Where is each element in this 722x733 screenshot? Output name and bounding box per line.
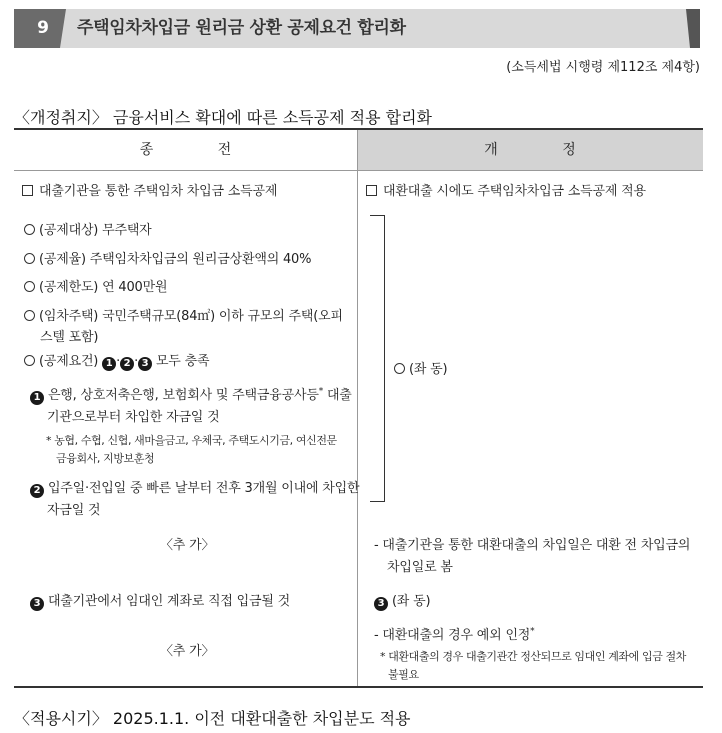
current-item-target: (공제대상) 무주택자 [24,219,152,238]
table-header-current [14,130,357,171]
circle-bullet-icon [24,355,35,366]
circle-bullet-icon [24,310,35,321]
number-3-icon: 3 [374,597,388,611]
column-divider [357,130,358,686]
revised-new-rule-2: - 대환대출의 경우 예외 인정* [374,626,535,643]
number-1-icon: 1 [30,391,44,405]
section-number: 9 [37,18,49,38]
current-item-requirements: (공제요건) 1 · 2 · 3 모두 충족 [24,350,209,371]
requirement-1-note: * 농협, 수협, 신협, 새마을금고, 우체국, 주택도시기금, 여신전문 [46,434,337,447]
revised-new-rule-1-cont: 차입일로 봄 [387,560,453,575]
number-1-icon: 1 [102,357,116,371]
bracket-line [370,215,385,502]
number-2-icon: 2 [120,357,134,371]
current-item-rate: (공제율) 주택임차차입금의 원리금상환액의 40% [24,248,311,267]
col-header-current: 종 전 [139,142,232,158]
number-2-icon: 2 [30,484,44,498]
requirement-3: 3 대출기관에서 임대인 계좌로 직접 입금될 것 [30,590,290,611]
circle-bullet-icon [24,253,35,264]
checkbox-square-icon [366,185,377,196]
number-3-icon: 3 [30,597,44,611]
added-marker-2: 〈추 가〉 [160,644,215,659]
revision-purpose: 〈개정취지〉 금융서비스 확대에 따른 소득공제 적용 합리화 [14,108,433,127]
current-item-limit: (공제한도) 연 400만원 [24,276,167,295]
revised-requirement-3: 3 (좌 동) [374,590,430,611]
added-marker-1: 〈추 가〉 [160,538,215,553]
circle-bullet-icon [394,363,405,374]
law-reference: (소득세법 시행령 제112조 제4항) [506,60,700,75]
revised-new-rule-1: - 대출기관을 통한 대환대출의 차입일은 대환 전 차입금의 [374,538,691,553]
current-item-house-cont: 스텔 포함) [40,330,99,345]
current-item-house: (임차주택) 국민주택규모(84㎡) 이하 규모의 주택(오피 [24,305,343,324]
effective-date: 〈적용시기〉 2025.1.1. 이전 대환대출한 차입분도 적용 [14,709,411,728]
requirement-1-cont: 기관으로부터 차입한 자금일 것 [47,410,220,425]
col-header-revised: 개 정 [484,142,576,158]
requirement-2-cont: 자금일 것 [47,503,101,518]
revised-same-as-left: (좌 동) [394,358,447,377]
section-title-bar [14,9,700,48]
circle-bullet-icon [24,281,35,292]
revised-new-rule-2-note-cont: 불필요 [388,668,419,681]
current-heading: 대출기관을 통한 주택임차 차입금 소득공제 [22,180,277,199]
section-title: 주택임차차입금 원리금 상환 공제요건 합리화 [77,18,406,38]
table-bottom-rule [14,686,703,688]
table-header-revised [357,130,703,171]
requirement-1-note-cont: 금융회사, 지방보훈청 [56,452,155,465]
revised-new-rule-2-note: * 대환대출의 경우 대출기관간 정산되므로 임대인 계좌에 입금 절차 [380,650,686,663]
checkbox-square-icon [22,185,33,196]
requirement-1: 1 은행, 상호저축은행, 보험회사 및 주택금융공사등* 대출 [30,384,352,405]
revised-heading: 대환대출 시에도 주택임차차입금 소득공제 적용 [366,180,646,199]
requirement-2: 2 입주일·전입일 중 빠른 날부터 전후 3개월 이내에 차입한 [30,477,359,498]
circle-bullet-icon [24,224,35,235]
number-3-icon: 3 [138,357,152,371]
